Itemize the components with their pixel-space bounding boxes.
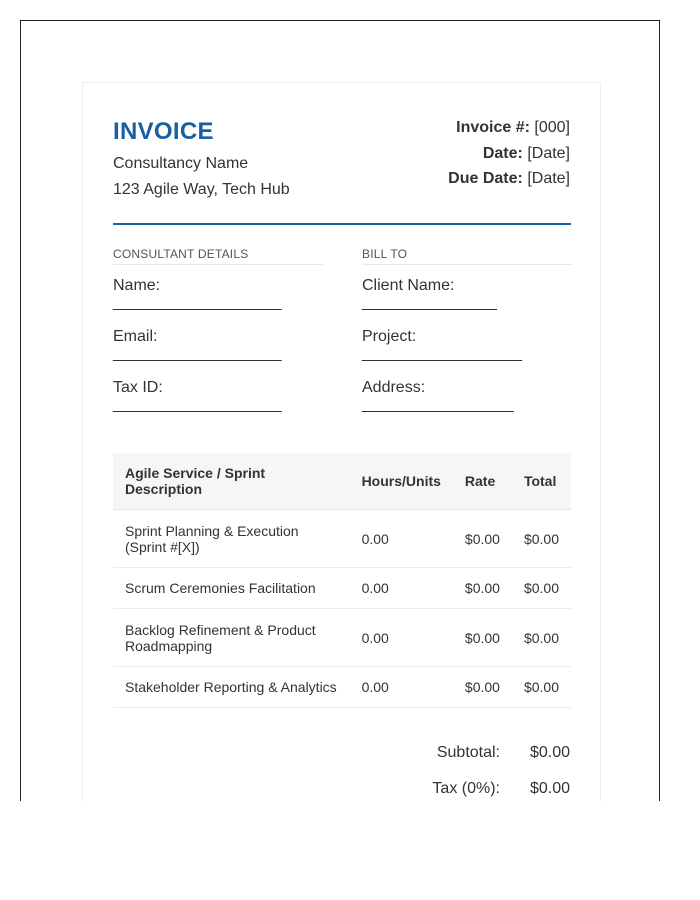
subtotal-value: $0.00 bbox=[529, 744, 570, 761]
field-label: Tax ID: bbox=[113, 379, 163, 396]
table-row bbox=[113, 667, 571, 708]
invoice-date-value: [Date] bbox=[527, 144, 570, 162]
tax-label: Tax (0%): bbox=[432, 780, 500, 797]
blank-line: ________________ bbox=[362, 294, 497, 311]
row-hours: 0.00 bbox=[350, 609, 453, 667]
row-rate: $0.00 bbox=[453, 568, 512, 609]
row-hours: 0.00 bbox=[350, 667, 453, 708]
tax-row bbox=[370, 779, 570, 801]
blank-line: ___________________ bbox=[362, 345, 522, 362]
subtotal-label: Subtotal: bbox=[436, 744, 500, 761]
row-hours: 0.00 bbox=[350, 568, 453, 609]
bill-to-details bbox=[362, 247, 572, 418]
consultant-name-field bbox=[113, 276, 323, 316]
row-total: $0.00 bbox=[512, 667, 571, 708]
column-header-hours: Hours/Units bbox=[350, 453, 453, 510]
blank-line: ____________________ bbox=[113, 345, 281, 362]
consultant-taxid-field bbox=[113, 378, 323, 418]
column-header-total: Total bbox=[512, 453, 571, 510]
row-description: Stakeholder Reporting & Analytics bbox=[113, 667, 350, 708]
address-field bbox=[362, 378, 572, 418]
invoice-number-line bbox=[448, 115, 570, 141]
column-header-rate: Rate bbox=[453, 453, 512, 510]
invoice-title: INVOICE bbox=[113, 118, 214, 145]
table-row bbox=[113, 510, 571, 568]
field-label: Email: bbox=[113, 328, 158, 345]
table-row bbox=[113, 609, 571, 667]
blank-line: ____________________ bbox=[113, 396, 281, 413]
document-frame bbox=[20, 20, 660, 801]
due-date-label: Due Date: bbox=[448, 170, 523, 187]
column-header-description: Agile Service / Sprint Description bbox=[113, 453, 350, 510]
company-name: Consultancy Name bbox=[113, 155, 249, 172]
invoice-header-left bbox=[113, 117, 290, 203]
consultant-email-field bbox=[113, 327, 323, 367]
row-rate: $0.00 bbox=[453, 667, 512, 708]
services-table bbox=[113, 453, 571, 708]
subtotal-row bbox=[370, 743, 570, 779]
tax-value: $0.00 bbox=[529, 780, 570, 797]
totals-block bbox=[370, 743, 570, 801]
invoice-sheet bbox=[82, 82, 601, 801]
row-total: $0.00 bbox=[512, 609, 571, 667]
consultant-heading: CONSULTANT DETAILS bbox=[113, 247, 323, 265]
company-address: 123 Agile Way, Tech Hub bbox=[113, 181, 290, 198]
field-label: Address: bbox=[362, 379, 426, 396]
row-hours: 0.00 bbox=[350, 510, 453, 568]
due-date-value: [Date] bbox=[527, 170, 570, 187]
invoice-meta bbox=[448, 115, 570, 192]
invoice-date-line bbox=[448, 141, 570, 167]
consultant-details bbox=[113, 247, 323, 418]
row-rate: $0.00 bbox=[453, 609, 512, 667]
blank-line: ____________________ bbox=[113, 294, 281, 311]
bill-to-heading: BILL TO bbox=[362, 247, 572, 265]
client-name-field bbox=[362, 276, 572, 316]
table-row bbox=[113, 568, 571, 609]
row-rate: $0.00 bbox=[453, 510, 512, 568]
invoice-date-label: Date: bbox=[482, 144, 523, 162]
blank-line: __________________ bbox=[362, 396, 514, 413]
row-description: Sprint Planning & Execution (Sprint #[X]) bbox=[113, 510, 350, 568]
row-description: Scrum Ceremonies Facilitation bbox=[113, 568, 350, 609]
invoice-number-label: Invoice #: bbox=[456, 119, 530, 136]
due-date-line bbox=[448, 166, 570, 192]
row-description: Backlog Refinement & Product Roadmapping bbox=[113, 609, 350, 667]
row-total: $0.00 bbox=[512, 568, 571, 609]
field-label: Client Name: bbox=[362, 277, 455, 294]
table-header-row bbox=[113, 453, 571, 510]
field-label: Name: bbox=[113, 277, 161, 294]
field-label: Project: bbox=[362, 328, 417, 345]
project-field bbox=[362, 327, 572, 367]
invoice-number-value: [000] bbox=[534, 119, 570, 136]
row-total: $0.00 bbox=[512, 510, 571, 568]
header-divider bbox=[113, 223, 571, 225]
